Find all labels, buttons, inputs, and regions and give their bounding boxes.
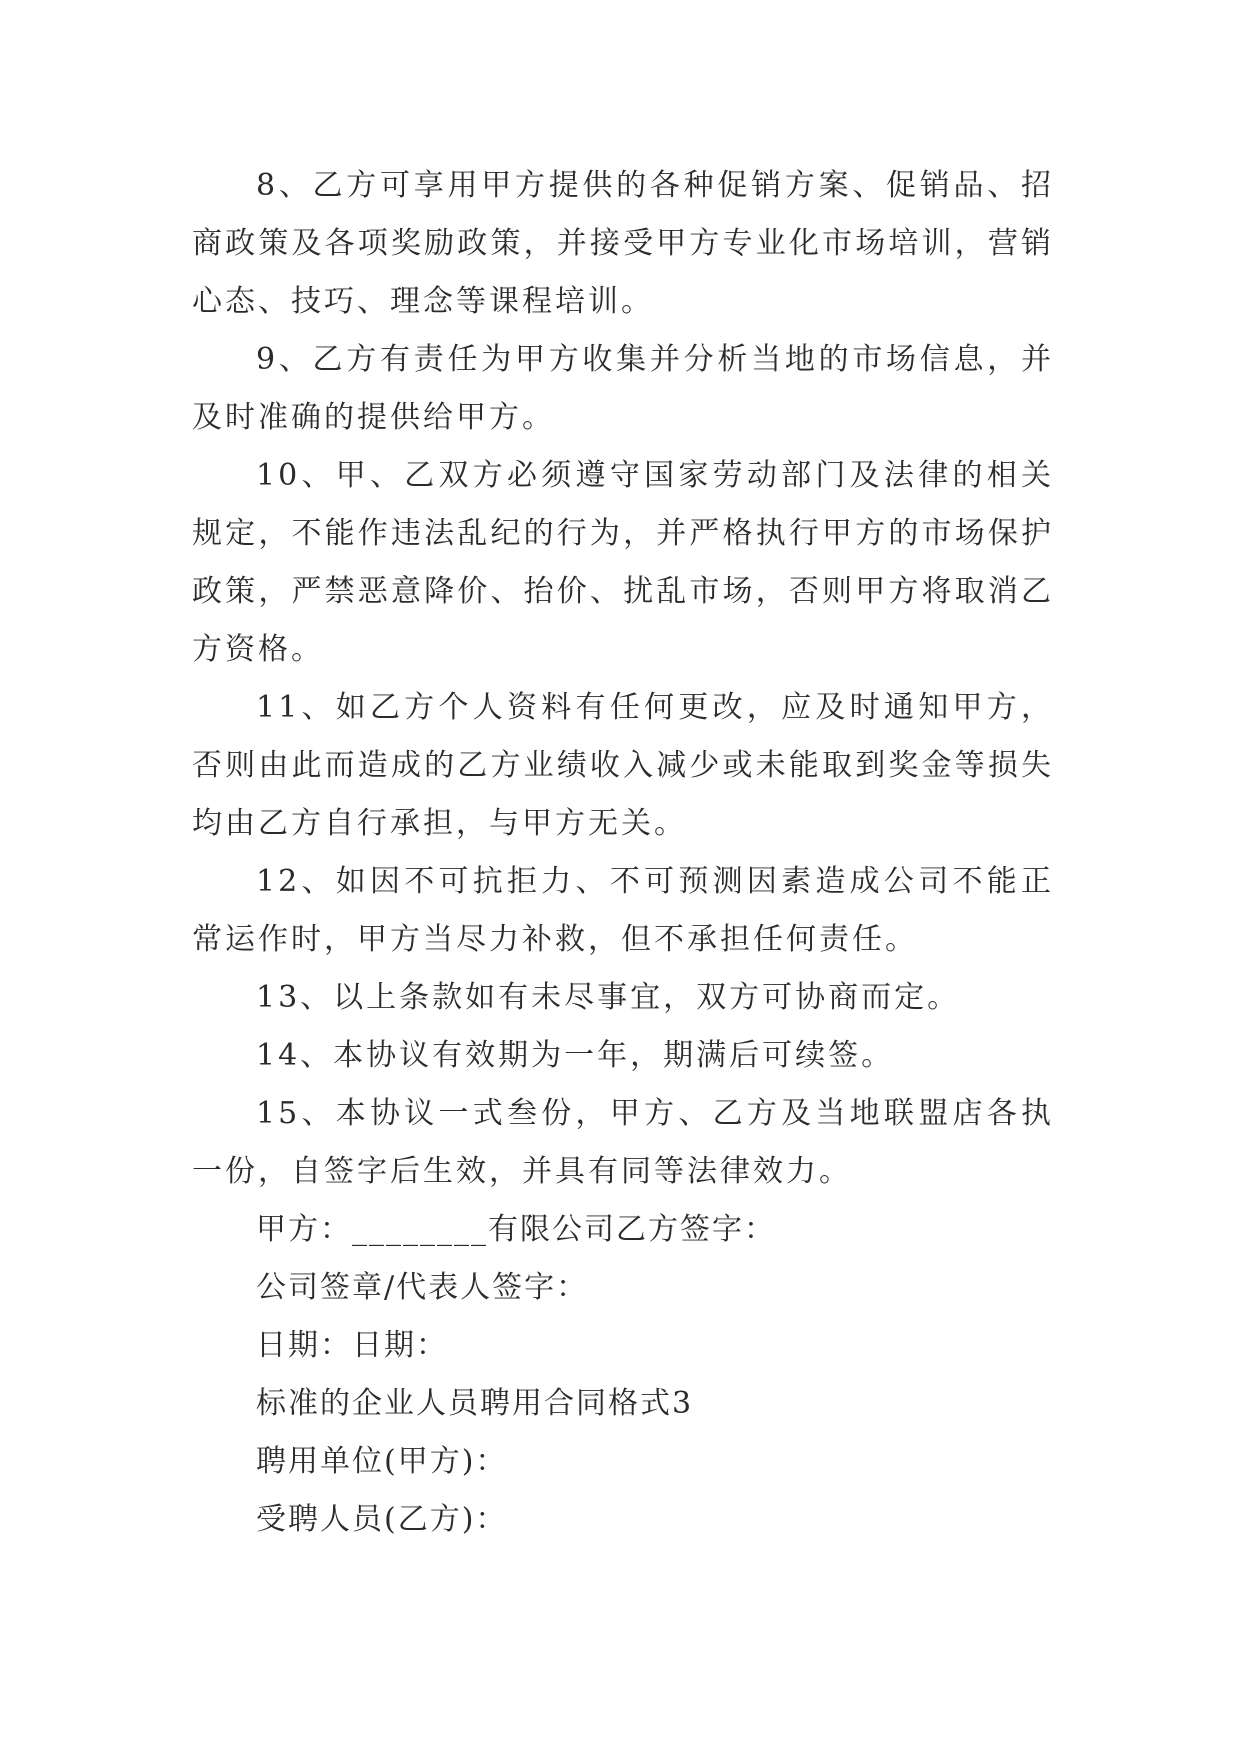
signature-line: 甲方：________有限公司乙方签字：	[256, 1212, 776, 1247]
clause-13: 13、以上条款如有未尽事宜，双方可协商而定。	[256, 980, 961, 1015]
clause-8: 8、乙方可享用甲方提供的各种促销方案、促销品、招商政策及各项奖励政策，并接受甲方专业化市场培训，营销心态、技巧、理念等课程培训。	[192, 168, 1054, 319]
clause-14: 14、本协议有效期为一年，期满后可续签。	[256, 1038, 895, 1073]
date-line: 日期：日期：	[256, 1328, 448, 1363]
clause-9: 9、乙方有责任为甲方收集并分析当地的市场信息，并及时准确的提供给甲方。	[192, 342, 1054, 435]
clause-15: 15、本协议一式叁份，甲方、乙方及当地联盟店各执一份，自签字后生效，并具有同等法律效力。	[192, 1096, 1054, 1189]
employer-line: 聘用单位(甲方)：	[256, 1444, 508, 1479]
seal-line: 公司签章/代表人签字：	[256, 1270, 589, 1305]
clause-11: 11、如乙方个人资料有任何更改，应及时通知甲方，否则由此而造成的乙方业绩收入减少或未能取到奖金等损失均由乙方自行承担，与甲方无关。	[192, 690, 1054, 841]
employee-line: 受聘人员(乙方)：	[256, 1502, 508, 1537]
clause-12: 12、如因不可抗拒力、不可预测因素造成公司不能正常运作时，甲方当尽力补救，但不承担任何责任。	[192, 864, 1054, 957]
document-body	[192, 157, 1054, 1549]
clause-10: 10、甲、乙双方必须遵守国家劳动部门及法律的相关规定，不能作违法乱纪的行为，并严格执行甲方的市场保护政策，严禁恶意降价、抬价、扰乱市场，否则甲方将取消乙方资格。	[192, 458, 1054, 667]
next-contract-title: 标准的企业人员聘用合同格式3	[256, 1386, 694, 1421]
